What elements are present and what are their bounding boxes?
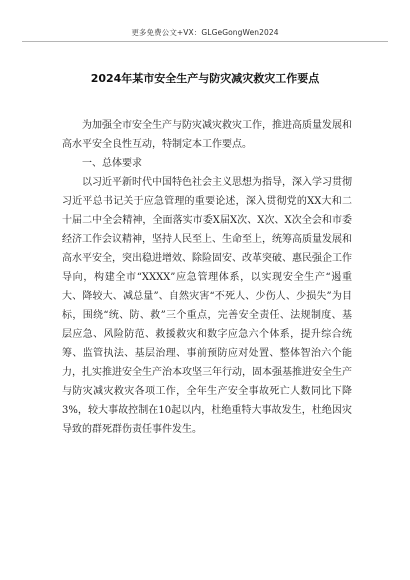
header-note: 更多免费公文+VX：GLGeGongWen2024 — [131, 28, 279, 37]
document-title: 2024年某市安全生产与防灾减灾救灾工作要点 — [90, 72, 320, 85]
general-requirements-paragraph: 以习近平新时代中国特色社会主义思想为指导，深入学习贯彻习近平总书记关于应急管理的重要论述，深入贯彻党的XX大和二十届二中全会精神，全面落实市委X届X次、X次、X次全会和市委经济工作会议精神，坚持人民至上、生命至上，统筹高质量发展和高水平安全，突出稳进增效、除险固安、改革突破、惠民强企工作导向，构建全市“XXXX”应急管理体系，以实现安全生产“遏重大、降较大、减总量”、自然灾害“不死人、少伤人、少损失”为目标，围绕“统、防、救”三个重点，完善安全责任、法规制度、基层应急、风险防范、救援救灾和数字应急六个体系，提升综合统筹、监管执法、基层治理、事前预防应对处置、整体智治六个能力，扎实推进安全生产治本攻坚三年行动，固本强基推进安全生产与防灾减灾救灾各项工作，全年生产安全事故死亡人数同比下降3%，较大事故控制在10起以内，杜绝重特大事故发生，杜绝因灾导致的群死群伤责任事件发生。 — [62, 177, 352, 435]
header-divider — [22, 41, 388, 42]
section-heading-general-requirements: 一、总体要求 — [82, 158, 142, 169]
document-body — [62, 116, 352, 439]
intro-paragraph: 为加强全市安全生产与防灾减灾救灾工作，推进高质量发展和高水平安全良性互动，特制定本工作要点。 — [62, 120, 352, 150]
